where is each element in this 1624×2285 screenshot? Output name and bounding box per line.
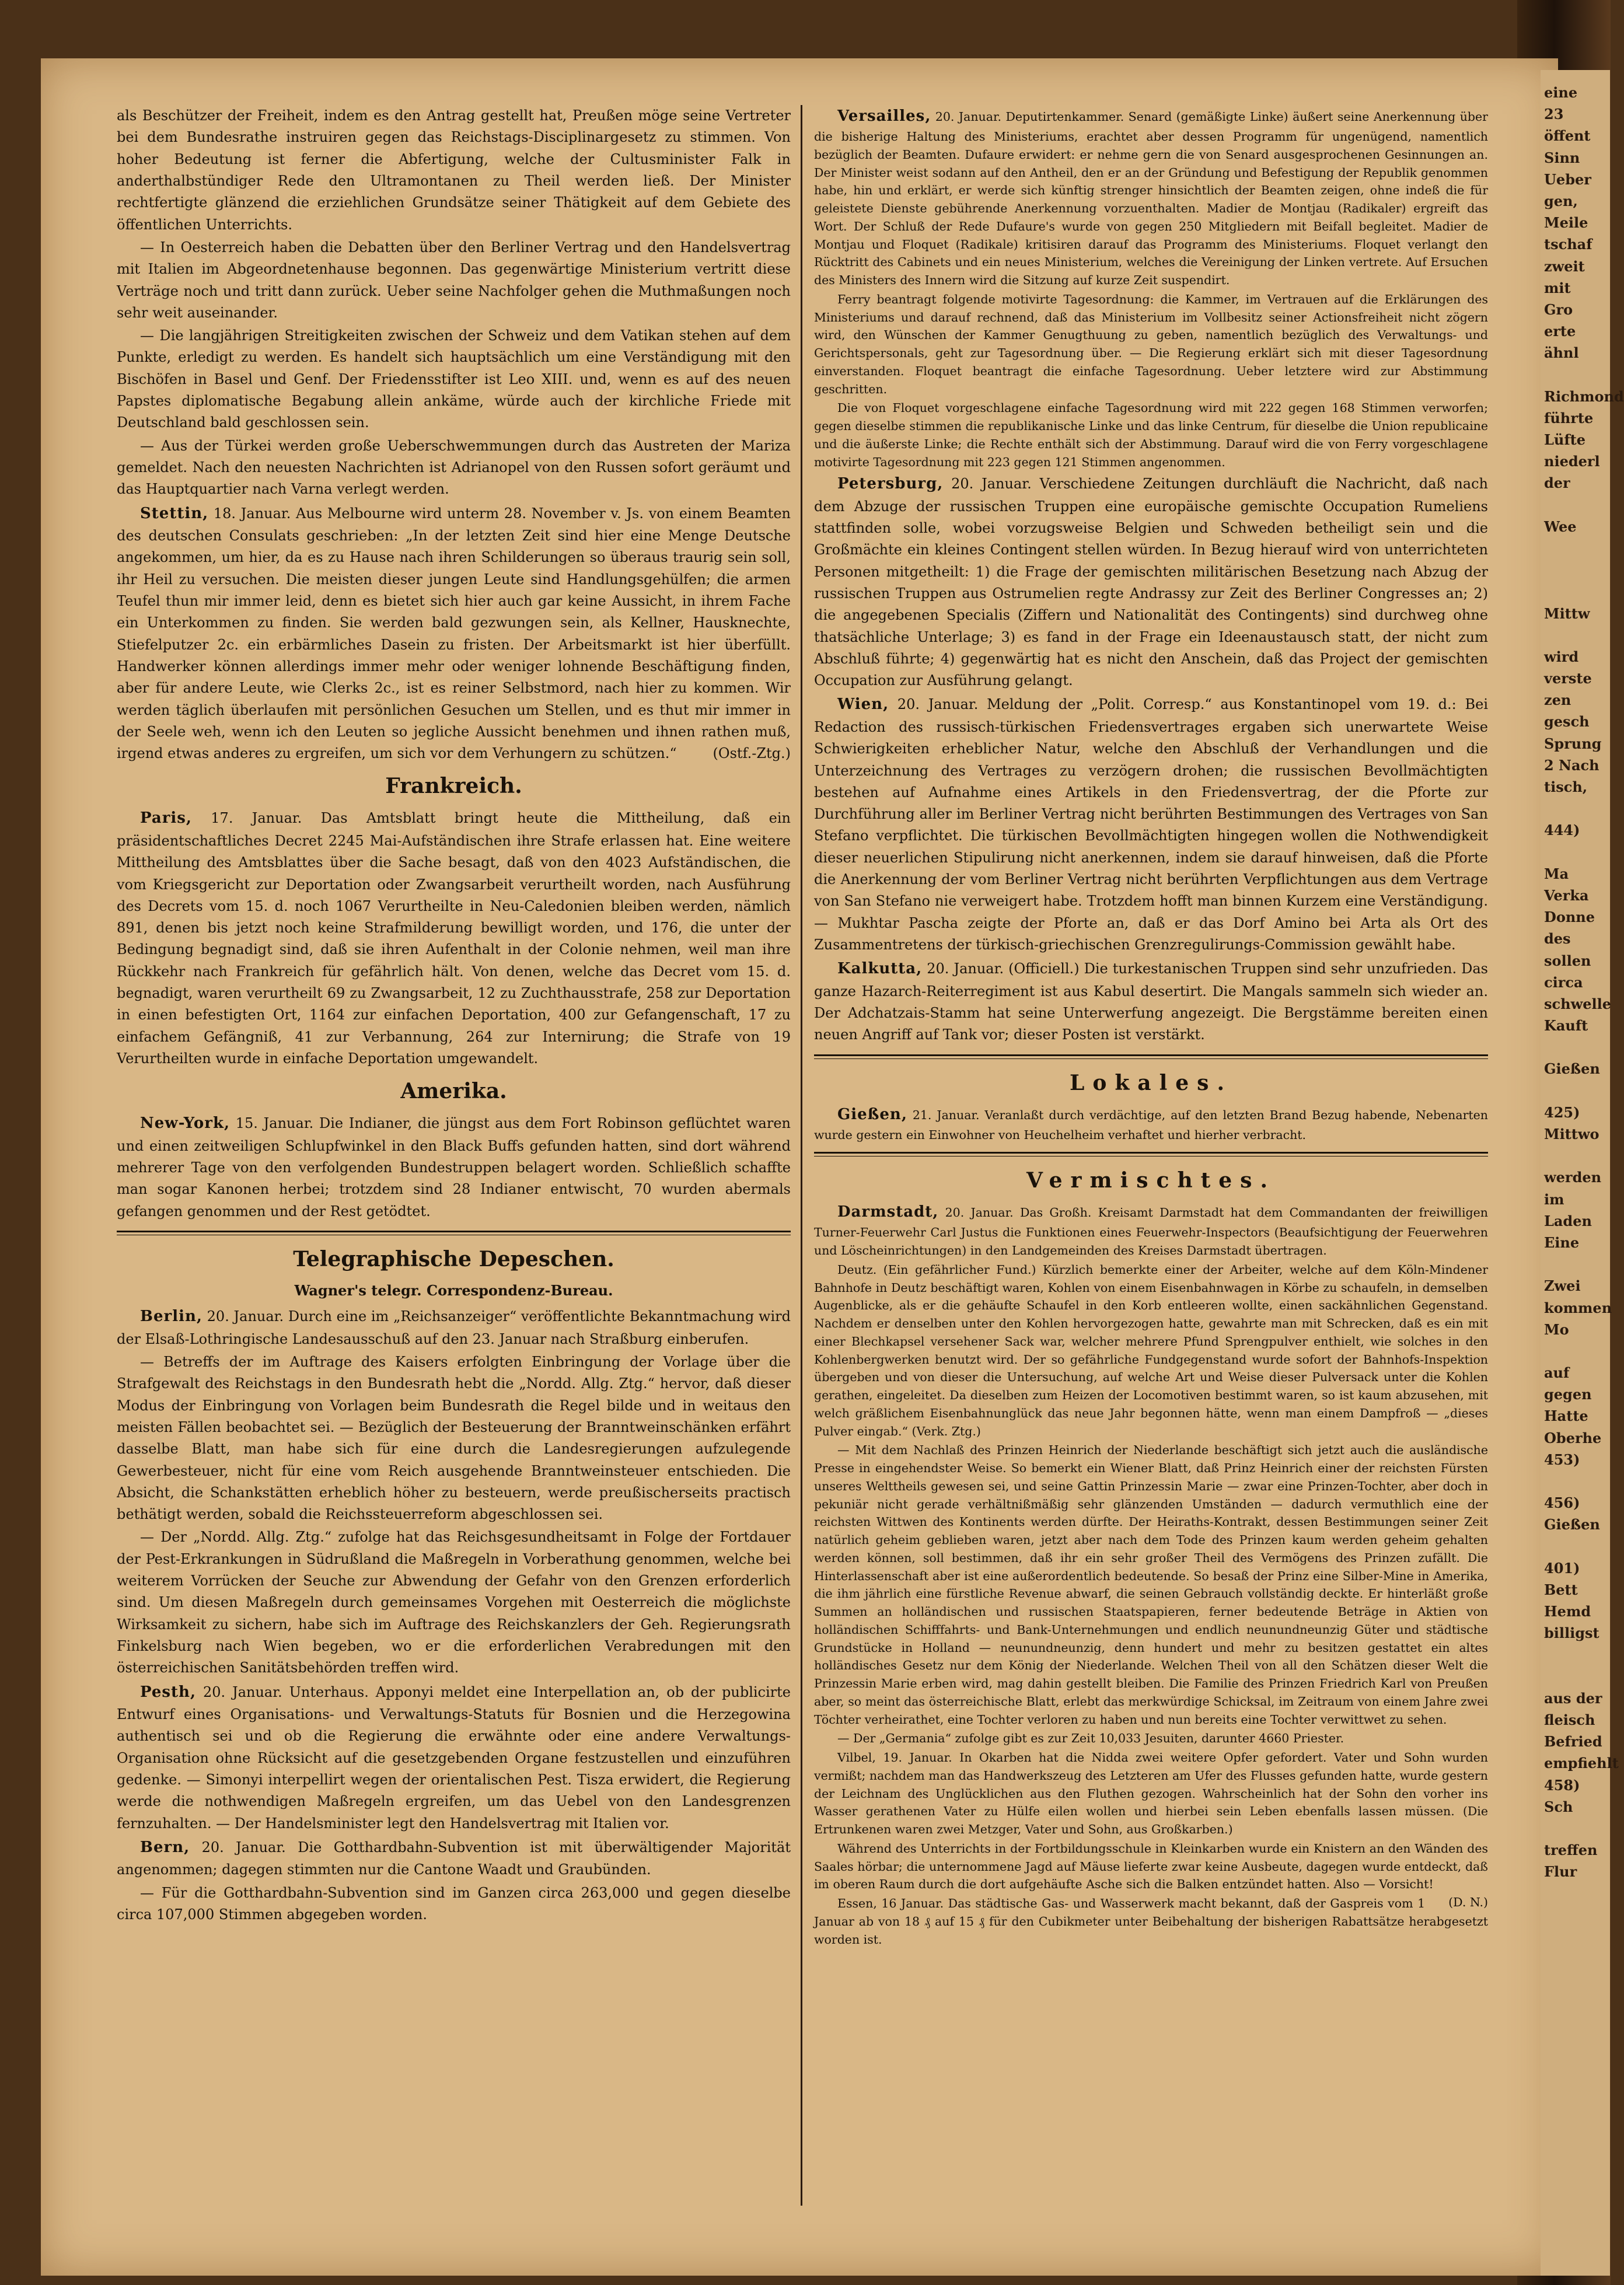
adjacent-page-text: eine 23 öffent Sinn Ueber gen, Meile tschaf zweit mit Gro erte ähnl Richmond führte Lüfte niederl der Wee Mittw wird verste zen gesch Sprung 2 Nach tisch, 444) Ma Verka Donne des sollen circa schwelle Kauft Gießen 425) Mittwo werden im Laden Eine Zwei kommen Mo auf gegen Hatte Oberhe 453) 456) Gießen 401) Bett Hemd billigst aus der fleisch Befried empfiehlt 458) Sch treffen Flur <box>1544 84 1624 1881</box>
versailles-article <box>814 105 1488 289</box>
article-text: 18. Januar. Aus Melbourne wird unterm 28. November v. Js. von einem Beamten des deutschen Consulats geschrieben: „In der letzten Zeit sind hier eine Menge Deutsche angekommen, um hier, da es zu Hause nach ihren Schilderungen so überaus traurig sein soll, ihr Heil zu versuchen. Die meisten dieser jungen Leute sind Handlungsgehülfen; die armen Teufel thun mir immer leid, denn es bietet sich hier auch gar keine Aussicht, in ihrem Fache ein Unterkommen zu finden. Sie werden bald gezwungen sein, als Kellner, Hausknechte, Stiefelputzer 2c. ein erbärmliches Dasein zu fristen. Der Arbeitsmarkt ist hier überfüllt. Handwerker können allerdings immer mehr oder weniger lohnende Beschäftigung finden, aber für andere Leute, wie Clerks 2c., ist es reiner Selbstmord, nach hier zu kommen. Wir werden täglich überlaufen mit persönlichen Gesuchen um Stellen, und es thut mir immer in der Seele weh, wenn ich den Leuten so jegliche Aussicht benehmen und ihnen rathen muß, irgend etwas anderes zu ergreifen, um sich vor dem Verhungern zu schützen.“ <box>117 505 791 762</box>
dateline: Berlin, <box>140 1308 202 1326</box>
dateline: Petersburg, <box>837 475 944 493</box>
giessen-article <box>814 1103 1488 1144</box>
section-subheading: Wagner's telegr. Correspondenz-Bureau. <box>294 1281 613 1299</box>
section-divider <box>117 1231 791 1235</box>
section-heading-amerika: Amerika. <box>400 1079 507 1104</box>
petersburg-article <box>814 472 1488 691</box>
article-paragraph: — Betreffs der im Auftrage des Kaisers erfolgten Einbringung der Vorlage über die Strafgewalt des Reichstags in den Bundesrath hebt die „Nordd. Allg. Ztg.“ hervor, daß dieser Modus der Einbringung von Vorlagen beim Bundesrath die Regel bilde und in weitaus den meisten Fällen beobachtet sei. — Bezüglich der Besteuerung der Branntweinschänken erfährt dasselbe Blatt, man habe sich für eine durch die Landesregierungen aufzulegende Gewerbesteuer, nicht für eine vom Reich ausgehende Branntweinsteuer entschieden. Die Absicht, die Schankstätten erheblich höher zu besteuern, werde preußischerseits practisch bethätigt werden, sobald die Reichssteuerreform abgeschlossen sei. <box>117 1353 791 1523</box>
article-paragraph: — Aus der Türkei werden große Ueberschwemmungen durch das Austreten der Mariza gemeldet. Nach den neuesten Nachrichten ist Adrianopel von den Russen sofort geräumt und das Hauptquartier nach Varna verlegt werden. <box>117 437 791 498</box>
berlin-article <box>117 1305 791 1350</box>
source-credit: (D. N.) <box>1448 1895 1488 1910</box>
article-paragraph: Essen, 16 Januar. Das städtische Gas- und Wasserwerk macht bekannt, daß der Gaspreis vom 1 Januar ab von 18 ₰ auf 15 ₰ für den Cubikmeter unter Beibehaltung der bisherigen Rabattsätze herabgesetzt worden ist. <box>814 1896 1488 1947</box>
dateline: Stettin, <box>140 504 209 522</box>
article-text: 21. Januar. Veranlaßt durch verdächtige, auf den letzten Brand Bezug habende, Nebenarten wurde gestern ein Einwohner von Heuchelheim verhaftet und hierher verbracht. <box>814 1107 1488 1142</box>
article-paragraph: Vilbel, 19. Januar. In Okarben hat die Nidda zwei weitere Opfer gefordert. Vater und Sohn wurden vermißt; nachdem man das Handwerkszeug des Letzteren am Ufer des Flusses gefunden hatte, wurde gestern der Leichnam des Unglücklichen aus den Fluthen gezogen. Wahrscheinlich hat der Sohn den vorher ins Wasser gerathenen Vater zu Hülfe eilen wollen und hierbei sein Leben ebenfalls lassen müssen. (Die Ertrunkenen waren zwei Metzger, Vater und Sohn, aus Großkarben.) <box>814 1751 1488 1837</box>
section-heading-vermischtes: Vermischtes. <box>1026 1168 1276 1193</box>
article-paragraph: Deutz. (Ein gefährlicher Fund.) Kürzlich bemerkte einer der Arbeiter, welche auf dem Köln-Mindener Bahnhofe in Deutz beschäftigt waren, Kohlen von einem Eisenbahnwagen in Körbe zu schaufeln, in demselben Augenblicke, als er die gehäufte Schaufel in den Korb entleeren wollte, einen sackähnlichen Gegenstand. Nachdem er denselben unter den Kohlen hervorgezogen hatte, gewahrte man mit Schrecken, daß es ein mit einer Blechkapsel versehener Sack war, welcher mehrere Pfund Sprengpulver enthielt, wie solches in den Kohlenbergwerken benutzt wird. Der so gefährliche Fundgegenstand wurde sofort der Bahnhofs-Inspektion übergeben und von dieser die Untersuchung, auf welche Art und Weise dieser Pulversack unter die Kohlen gerathen, eingeleitet. Da dieselben zum Heizen der Locomotiven bestimmt waren, so ist kaum abzusehen, mit welch gräßlichem Eisenbahnunglück das neue Jahr begonnen hätte, wenn man einem Dampfroß — „dieses Pulver eingab.“ (Verk. Ztg.) <box>814 1262 1488 1438</box>
article-text: 20. Januar. Das Großh. Kreisamt Darmstadt hat dem Commandanten der freiwilligen Turner-Feuerwehr Carl Justus die Funktionen eines Feuerwehr-Inspectors (Beaufsichtigung der Feuerwehren und Löscheinrichtungen) in den Landgemeinden des Kreises Darmstadt übertragen. <box>814 1206 1488 1258</box>
wien-article <box>814 693 1488 956</box>
article-text: 20. Januar. (Officiell.) Die turkestanischen Truppen sind sehr unzufrieden. Das ganze Hazarch-Reiterregiment ist aus Kabul desertirt. Die Mangals sammeln sich wieder an. Der Adchatzais-Stamm hat seine Unterwerfung angezeigt. Die Bergstämme bereiten einen neuen Angriff auf Tank vor; dieser Posten ist verstärkt. <box>814 960 1488 1043</box>
article-paragraph: — Die langjährigen Streitigkeiten zwischen der Schweiz und dem Vatikan stehen auf dem Punkte, erledigt zu werden. Es handelt sich hauptsächlich um eine Verständigung mit den Bischöfen in Basel und Genf. Der Friedensstifter ist Leo XIII. und, wenn es auf des neuen Papstes diplomatische Begabung allein ankäme, würde auch der kirchliche Friede mit Deutschland bald geschlossen sein. <box>117 327 791 431</box>
stettin-article <box>117 502 791 765</box>
article-paragraph: — Der „Nordd. Allg. Ztg.“ zufolge hat das Reichsgesundheitsamt in Folge der Fortdauer der Pest-Erkrankungen in Südrußland die Maßregeln in Vorberathung genommen, welche bei weiterem Vorrücken der Seuche zur Abwendung der Gefahr von den Grenzen erforderlich sind. Um diesen Maßregeln durch gemeinsames Vorgehen mit Oesterreich die möglichste Wirksamkeit zu sichern, habe sich im Auftrage des Reichskanzlers der Geh. Regierungsrath Finkelsburg nach Wien begeben, wo er die erforderlichen Verabredungen mit den österreichischen Sanitätsbehörden treffen wird. <box>117 1529 791 1676</box>
kalkutta-article <box>814 957 1488 1046</box>
article-paragraph: — In Oesterreich haben die Debatten über den Berliner Vertrag und den Handelsvertrag mit Italien im Abgeordnetenhause begonnen. Das gegenwärtige Ministerium vertritt diese Verträge noch und tritt dann zurück. Ueber seine Nachfolger gehen die Muthmaßungen noch sehr weit auseinander. <box>117 239 791 321</box>
right-column <box>814 105 1488 2217</box>
article-paragraph: Die von Floquet vorgeschlagene einfache Tagesordnung wird mit 222 gegen 168 Stimmen verworfen; gegen dieselbe stimmen die republikanische Linke und das linke Centrum, für dieselbe die Union republicaine und die äußerste Linke; die Rechte enthält sich der Abstimmung. Darauf wird die von Ferry vorgeschlagene motivirte Tagesordnung mit 223 gegen 121 Stimmen angenommen. <box>814 401 1488 469</box>
darmstadt-article <box>814 1201 1488 1260</box>
dateline: Darmstadt, <box>837 1203 939 1221</box>
article-text: 20. Januar. Verschiedene Zeitungen durchläuft die Nachricht, daß nach dem Abzuge der russischen Truppen eine europäische gemischte Occupation Rumeliens stattfinden solle, wobei vorzugsweise Belgien und Schweden betheiligt sein und die Großmächte ein kleines Contingent stellen würden. In Bezug hierauf wird von unterrichteten Personen mitgetheilt: 1) die Frage der gemischten militärischen Besetzung nach Abzug der russischen Truppen aus Ostrumelien regte Andrassy zur Zeit des Berliner Congresses an; 2) die angegebenen Specialis (Ziffern und Nationalität des Contingents) sind durchweg ohne thatsächliche Unterlage; 3) es fand in der Frage ein Ideenaustausch statt, der nicht zum Abschluß führte; 4) gegenwärtig hat es nicht den Anschein, daß das Project der gemischten Occupation zur Ausführung gelangt. <box>814 476 1488 689</box>
article-text: 20. Januar. Meldung der „Polit. Corresp.“ aus Konstantinopel vom 19. d.: Bei Redaction des russisch-türkischen Friedensvertrages ergaben sich unerwartete Weise Schwierigkeiten erheblicher Natur, welche den Abschluß der Verhandlungen und die Unterzeichnung des Vertrages zu verzögern drohen; die russischen Bevollmächtigten bestehen auf Aufnahme eines Artikels in den Friedensvertrag, der die Pforte zur Durchführung aller im Berliner Vertrag nicht berührten Bestimmungen des Vertrages von San Stefano verpflichtet. Die türkischen Bevollmächtigten hingegen wollen die Nothwendigkeit dieser neuerlichen Stipulirung nicht anerkennen, indem sie darauf hinweisen, daß die Pforte die Anerkennung der vom Berliner Vertrag nicht berührten Verpflichtungen aus dem Vertrage von San Stefano nie verweigert habe. Trotzdem hofft man binnen Kurzem eine Verständigung. — Mukhtar Pascha zeigte der Pforte an, daß er das Dorf Amino bei Arta als Ort des Zusammentretens der türkisch-griechischen Grenzregulirungs-Commission gewählt habe. <box>814 696 1488 953</box>
bern-article <box>117 1836 791 1881</box>
dateline: Gießen, <box>837 1105 907 1123</box>
section-divider <box>814 1054 1488 1059</box>
dateline: Versailles, <box>837 107 931 125</box>
article-paragraph: — Für die Gotthardbahn-Subvention sind im Ganzen circa 263,000 und gegen dieselbe circa 107,000 Stimmen abgegeben worden. <box>117 1884 791 1923</box>
section-divider <box>814 1152 1488 1157</box>
adjacent-page-edge <box>1541 70 1624 2276</box>
article-paragraph: als Beschützer der Freiheit, indem es den Antrag gestellt hat, Preußen möge seine Vertreter bei dem Bundesrathe instruiren gegen das Reichstags-Disciplinargesetz zu stimmen. Von hoher Bedeutung ist ferner die Abfertigung, welche der Cultusminister Falk in anderthalbstündiger Rede den Ultramontanen zu Theil werden ließ. Der Minister rechtfertigte glänzend die erziehlichen Grundsätze seiner Thätigkeit auf dem Gebiete des öffentlichen Unterrichts. <box>117 107 791 233</box>
dateline: Kalkutta, <box>837 960 923 978</box>
pesth-article <box>117 1680 791 1835</box>
dateline: New-York, <box>140 1114 230 1133</box>
newyork-article <box>117 1112 791 1222</box>
fortbildung-article <box>814 1840 1488 1910</box>
section-heading-frankreich: Frankreich. <box>385 774 522 799</box>
section-heading-telegraph: Telegraphische Depeschen. <box>293 1246 614 1271</box>
section-heading-lokales: Lokales. <box>1070 1070 1232 1095</box>
column-divider <box>801 105 802 2206</box>
article-text: 17. Januar. Das Amtsblatt bringt heute die Mittheilung, daß ein präsidentschaftliches Decret 2245 Mai-Aufständischen ihre Strafe erlassen hat. Eine weitere Mittheilung des Amtsblattes über die Sache besagt, daß von den 4023 Aufständischen, die vom Kriegsgericht zur Deportation oder Zwangsarbeit verurtheilt worden, nach Ausführung des Decrets vom 15. d. noch 1067 Verurtheilte in Neu-Caledonien bleiben werden, nämlich 891, denen bis jetzt noch keine Strafmilderung bewilligt worden, und 176, die unter der Bedingung begnadigt sind, daß sie ihren Aufenthalt in der Colonie nehmen, weil man ihre Rückkehr nach Frankreich für gefährlich hält. Von denen, welche das Decret vom 15. d. begnadigt, waren verurtheilt 69 zu Zwangsarbeit, 12 zu Zuchthausstrafe, 258 zur Deportation in einen befestigten Ort, 1164 zur einfachen Deportation, 400 zur Gefangenschaft, 17 zu einfachem Gefängniß, 41 zur Verbannung, 264 zur Internirung; die Strafe von 19 Verurtheilten wurde in einfache Deportation umgewandelt. <box>117 810 791 1067</box>
article-text: Während des Unterrichts in der Fortbildungsschule in Kleinkarben wurde ein Knistern an den Wänden des Saales hörbar; die unternommene Jagd auf Mäuse lieferte zwar keine Ausbeute, dagegen wurde entdeckt, daß im oberen Raum durch die dort aufgehäufte Asche sich die Balken entzündet hatten. Also — Vorsicht! <box>814 1841 1488 1892</box>
source-credit: (Ostf.-Ztg.) <box>713 745 791 762</box>
left-column <box>117 105 791 2217</box>
paris-article <box>117 806 791 1070</box>
dateline: Bern, <box>140 1838 190 1856</box>
article-text: 15. Januar. Die Indianer, die jüngst aus dem Fort Robinson geflüchtet waren und einen zeitweiligen Schlupfwinkel in den Black Buffs gefunden hatten, sind dort während mehrerer Tage von den verfolgenden Bundestruppen belagert worden. Schließlich schaffte man sogar Kanonen herbei; trotzdem sind 28 Indianer entwischt, 70 wurden abermals gefangen genommen und der Rest getödtet. <box>117 1115 791 1220</box>
article-text: 20. Januar. Deputirtenkammer. Senard (gemäßigte Linke) äußert seine Anerkennung über die bisherige Haltung des Ministeriums, erachtet aber dessen Programm für ungenügend, namentlich bezüglich der Beamten. Dufaure erwidert: er nehme gern die von Senard ausgesprochenen Gesinnungen an. Der Minister weist sodann auf den Antheil, den er an der Gründung und Befestigung der Republik genommen habe, hin und erklärt, er werde sich künftig strenger hinsichtlich der Beamten zeigen, ohne indeß die für geleistete Dienste gebührende Anerkennung vorzuenthalten. Madier de Montjau (Radikaler) ergreift das Wort. Der Schluß der Rede Dufaure's wurde von gegen 250 Mitgliedern mit Beifall begleitet. Madier de Montjau und Floquet (Radikale) kritisiren darauf das Programm des Ministeriums. Floquet verlangt den Rücktritt des Cabinets und ein neues Ministerium, welches die Vereinigung der Linken vertrete. Auf Ersuchen des Ministers des Innern wird die Sitzung auf kurze Zeit suspendirt. <box>814 110 1488 287</box>
article-text: 20. Januar. Unterhaus. Apponyi meldet eine Interpellation an, ob der publicirte Entwurf eines Organisations- und Verwaltungs-Statuts für Bosnien und die Herzegowina authentisch sei und ob die Regierung die erwähnte oder eine andere Verwaltungs-Organisation ohne Rücksicht auf die gesetzgebenden Organe festzustellen und einzuführen gedenke. — Simonyi interpellirt wegen der orientalischen Pest. Tisza erwidert, die Regierung werde die nothwendigen Maßregeln ergreifen, um das Uebel von den Landesgrenzen fernzuhalten. — Der Handelsminister legt den Handelsvertrag mit Italien vor. <box>117 1683 791 1832</box>
article-paragraph: Ferry beantragt folgende motivirte Tagesordnung: die Kammer, im Vertrauen auf die Erklärungen des Ministeriums und darauf rechnend, daß das Ministerium im Vollbesitz seiner Actionsfreiheit nicht zögern wird, den Wünschen der Kammer Genugthuung zu geben, namentlich bezüglich des Verwaltungs- und Gerichtspersonals, geht zur Tagesordnung über. — Die Regierung erklärt sich mit dieser Tagesordnung einverstanden. Floquet beantragt die einfache Tagesordnung. Ueber letztere wird zur Abstimmung geschritten. <box>814 292 1488 396</box>
article-text: 20. Januar. Durch eine im „Reichsanzeiger“ veröffentlichte Bekanntmachung wird der Elsaß-Lothringische Landesausschuß auf den 23. Januar nach Straßburg einberufen. <box>117 1308 791 1347</box>
article-paragraph: — Der „Germania“ zufolge gibt es zur Zeit 10,033 Jesuiten, darunter 4660 Priester. <box>837 1731 1344 1746</box>
dateline: Paris, <box>140 809 192 827</box>
article-paragraph: — Mit dem Nachlaß des Prinzen Heinrich der Niederlande beschäftigt sich jetzt auch die ausländische Presse in eingehendster Weise. So bemerkt ein Wiener Blatt, daß Prinz Heinrich einer der reichsten Fürsten unseres Welttheils gewesen sei, und seine Gattin Prinzessin Marie — zwar eine Prinzen-Tochter, aber doch in pekuniär nicht gerade verhältnißmäßig sehr glänzenden Umständen — dadurch vermuthlich eine der reichsten Wittwen des Kontinents werden dürfte. Der Heiraths-Kontrakt, dessen Bestimmungen seiner Zeit natürlich geheim geblieben waren, jetzt aber nach dem Tode des Prinzen kaum werden geheim gehalten werden können, soll bestimmen, daß ihr ein sehr großer Theil des Vermögens des Prinzen zufällt. Die Hinterlassenschaft aber ist eine außerordentlich bedeutende. So besaß der Prinz eine Silber-Mine in Amerika, die ihm jährlich eine fürstliche Revenue abwarf, die seinen Gebrauch vollständig deckte. Er hinterläßt große Summen an holländischen und russischen Staatspapieren, ferner bedeutende Beträge in Aktien von holländischen Schifffahrts- und Bank-Unternehmungen und endlich neunundneunzig Güter und städtische Grundstücke in Holland — neunundneunzig, denn hundert und mehr zu besitzen gestattet ein altes holländisches Gesetz nur dem König der Niederlande. Welchen Theil von all den Schätzen dieser Welt die Prinzessin Marie erben wird, mag dahin gestellt bleiben. Die Familie des Prinzen Friedrich Karl von Preußen aber, so meint das österreichische Blatt, erlebt das merkwürdige Schicksal, im Zeitraum von einem Jahre zwei Töchter verheirathet, eine Tochter verloren zu haben und nun bereits eine Tochter verwittwet zu sehen. <box>814 1443 1488 1727</box>
dateline: Pesth, <box>140 1683 196 1701</box>
dateline: Wien, <box>837 696 889 714</box>
article-text: 20. Januar. Die Gotthardbahn-Subvention ist mit überwältigender Majorität angenommen; dagegen stimmten nur die Cantone Waadt und Graubünden. <box>117 1839 791 1878</box>
